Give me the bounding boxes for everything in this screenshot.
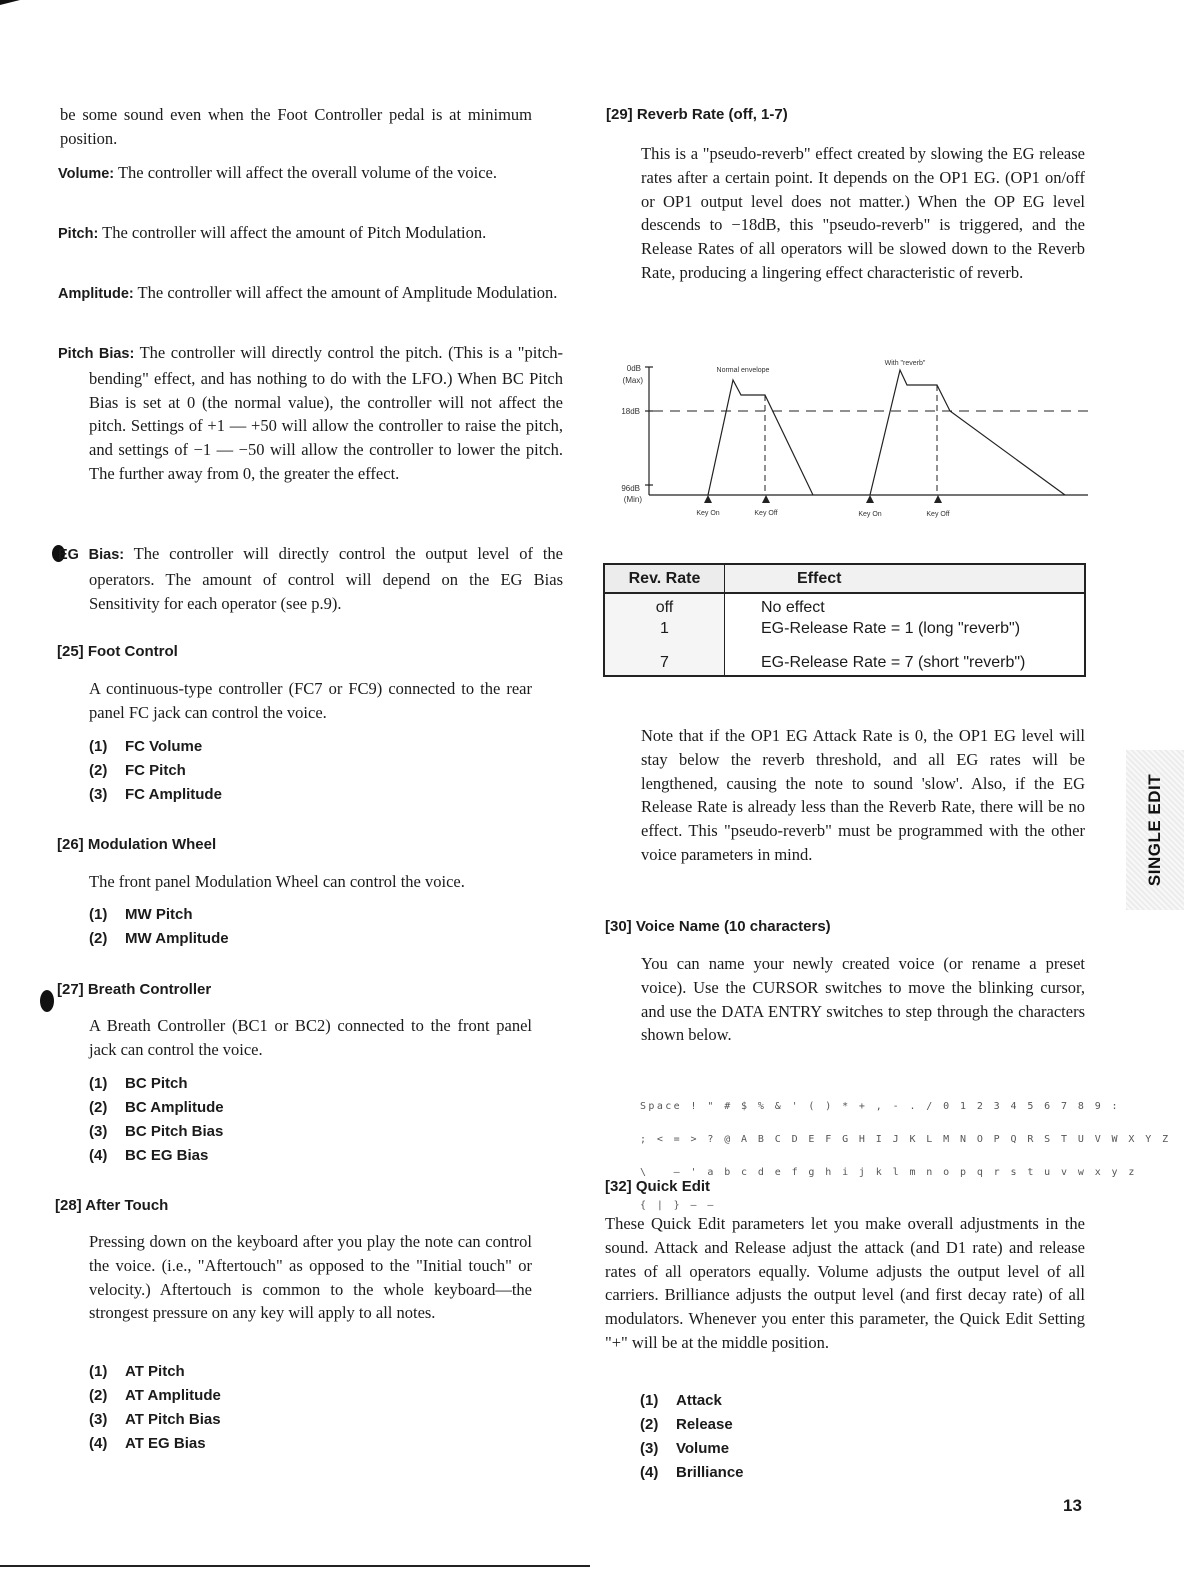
arrow-key-off: [762, 495, 770, 503]
list-item: (1) AT Pitch: [89, 1363, 185, 1380]
list-item: (3) FC Amplitude: [89, 786, 222, 803]
item-label: Amplitude:: [58, 286, 134, 302]
reverb-rate-table: [603, 563, 1086, 677]
list-item: (3) AT Pitch Bias: [89, 1411, 221, 1428]
axis-label-max: (Max): [622, 376, 643, 385]
label-key-off-2: Key Off: [926, 511, 950, 518]
item-label: Pitch:: [58, 226, 99, 242]
reverb-rate-body: This is a "pseudo-reverb" effect created by slowing the EG release rates after a certain point. It depends on the OP1 EG. (OP1 on/off or OP1 output level does not matter.) When the OP EG level descends to −18dB, this "pseudo-reverb" is triggered, and the Release Rates of all operators will be slowed down to the Reverb Rate, producing a lingering effect characteristic of reverb.: [641, 144, 1085, 282]
bottom-rule: [0, 1565, 590, 1567]
list-item: (1) MW Pitch: [89, 906, 193, 923]
heading-reverb-rate: [29] Reverb Rate (off, 1-7): [606, 106, 788, 123]
item-label: EG Bias:: [58, 547, 125, 563]
reverb-note: Note that if the OP1 EG Attack Rate is 0, the OP1 EG level will stay below the reverb threshold, and all EG rates will be lengthened, causing the note to sound 'slow'. Also, if the EG Release Rate is already less than the Reverb Rate, there will be no effect. This "pseudo-reverb" must be programmed with the other voice parameters in mind.: [641, 726, 1085, 864]
left-intro: [60, 103, 532, 151]
page-number: 13: [1063, 1496, 1082, 1515]
foot-control-body: A continuous-type controller (FC7 or FC9) connected to the rear panel FC jack can control the voice.: [89, 679, 532, 722]
item-label: Volume:: [58, 166, 115, 182]
axis-label-18db: 18dB: [621, 407, 640, 416]
side-tab: [1126, 750, 1184, 910]
normal-envelope: [708, 380, 813, 495]
table-row: off No effect: [604, 593, 1085, 619]
label-with-reverb: With "reverb": [884, 360, 926, 367]
character-set: Space ! " # $ % & ' ( ) * + , - . / 0 1 2 3 4 5 6 7 8 9 : ; < = > ? @ A B C D E F G H I J K L M N O P Q R S T U V W X Y Z \ – ' a b c d e f g h i j k l m n o p q r s t u v w x y z { | } – –: [640, 1101, 1171, 1211]
list-item: (2) BC Amplitude: [89, 1099, 224, 1116]
axis-label-0db: 0dB: [626, 364, 641, 373]
label-normal-envelope: Normal envelope: [716, 367, 770, 374]
list-item: (3) Volume: [640, 1440, 730, 1457]
table-row: 1 EG-Release Rate = 1 (long "reverb"): [604, 619, 1085, 641]
modulation-wheel-list: [89, 903, 229, 951]
intro-text: be some sound even when the Foot Controller pedal is at minimum position.: [60, 105, 532, 148]
label-key-on-1: Key On: [696, 510, 720, 517]
quick-edit-body: These Quick Edit parameters let you make overall adjustments in the sound. Attack and Release adjust the attack (and D1 rate) and release rates of all operators equally. Volume adjusts the output level of all carriers. Brilliance adjusts the output level (and first decay rate) of all modulators. Whenever you enter this parameter, the Quick Edit Setting "+" will be at the middle position.: [605, 1214, 1085, 1352]
list-item: (2) AT Amplitude: [89, 1387, 221, 1404]
arrow-key-off: [934, 495, 942, 503]
side-tab-label: SINGLE EDIT: [1145, 773, 1164, 887]
after-touch-body: Pressing down on the keyboard after you play the note can control the voice. (i.e., "Aftertouch" as opposed to the "Initial touch" or velocity.) Aftertouch is common to the whole keyboard—the strongest pressure on any key will apply to all notes.: [89, 1232, 532, 1323]
breath-controller-body: A Breath Controller (BC1 or BC2) connected to the front panel jack can control the voice.: [89, 1016, 532, 1059]
list-item: (2) Release: [640, 1416, 733, 1433]
axis-label-min: (Min): [623, 495, 642, 504]
list-item: (2) FC Pitch: [89, 762, 186, 779]
list-item: (2) MW Amplitude: [89, 930, 229, 947]
heading-quick-edit: [32] Quick Edit: [605, 1178, 711, 1195]
item-volume: [58, 161, 563, 187]
item-amplitude: [58, 281, 563, 307]
item-label: Pitch Bias:: [58, 346, 135, 362]
envelope-diagram: [605, 355, 1095, 525]
heading-voice-name: [30] Voice Name (10 characters): [605, 918, 831, 935]
heading-breath-controller: [27] Breath Controller: [57, 981, 212, 998]
corner-mark: [0, 0, 20, 5]
heading-foot-control: [25] Foot Control: [57, 643, 178, 660]
modulation-wheel-body: The front panel Modulation Wheel can control the voice.: [89, 872, 465, 891]
label-key-on-2: Key On: [858, 511, 882, 518]
arrow-key-on: [866, 495, 874, 503]
item-text: The controller will affect the amount of Pitch Modulation.: [102, 223, 487, 242]
axis-label-96db: 96dB: [621, 484, 640, 493]
column-header-rev-rate: Rev. Rate: [604, 564, 725, 593]
item-text: The controller will affect the amount of Amplitude Modulation.: [137, 283, 558, 302]
breath-controller-list: [89, 1072, 224, 1168]
voice-name-body: You can name your newly created voice (or rename a preset voice). Use the CURSOR switches to move the blinking cursor, and use the DATA ENTRY switches to step through the characters shown below.: [641, 954, 1085, 1045]
heading-after-touch: [28] After Touch: [55, 1197, 169, 1214]
item-pitch-bias: [58, 341, 563, 486]
quick-edit-list: [640, 1389, 744, 1485]
list-item: (1) Attack: [640, 1392, 722, 1409]
item-eg-bias: [58, 542, 563, 615]
item-text: The controller will directly control the output level of the operators. The amount of control will depend on the EG Bias Sensitivity for each operator (see p.9).: [89, 544, 563, 613]
reverb-envelope: [870, 370, 1065, 495]
table-row: 7 EG-Release Rate = 7 (short "reverb"): [604, 641, 1085, 676]
item-text: The controller will directly control the pitch. (This is a "pitch-bending" effect, and has nothing to do with the LFO.) When BC Pitch Bias is set at 0 (the normal value), the controller will not affect the pitch. Settings of +1 — +50 will allow the controller to raise the pitch, and settings of −1 — −50 will allow the controller to lower the pitch. The further away from 0, the greater the effect.: [89, 343, 564, 483]
heading-modulation-wheel: [26] Modulation Wheel: [57, 836, 217, 853]
list-item: (4) BC EG Bias: [89, 1147, 209, 1164]
item-pitch: [58, 221, 563, 247]
item-text: The controller will affect the overall volume of the voice.: [117, 163, 498, 182]
list-item: (3) BC Pitch Bias: [89, 1123, 224, 1140]
list-item: (1) FC Volume: [89, 738, 203, 755]
after-touch-list: [89, 1360, 221, 1456]
label-key-off-1: Key Off: [754, 510, 778, 517]
list-item: (1) BC Pitch: [89, 1075, 188, 1092]
arrow-key-on: [704, 495, 712, 503]
list-item: (4) AT EG Bias: [89, 1435, 206, 1452]
foot-control-list: [89, 735, 222, 807]
list-item: (4) Brilliance: [640, 1464, 744, 1481]
column-header-effect: Effect: [725, 564, 1086, 593]
binder-hole-mark: [40, 990, 54, 1012]
